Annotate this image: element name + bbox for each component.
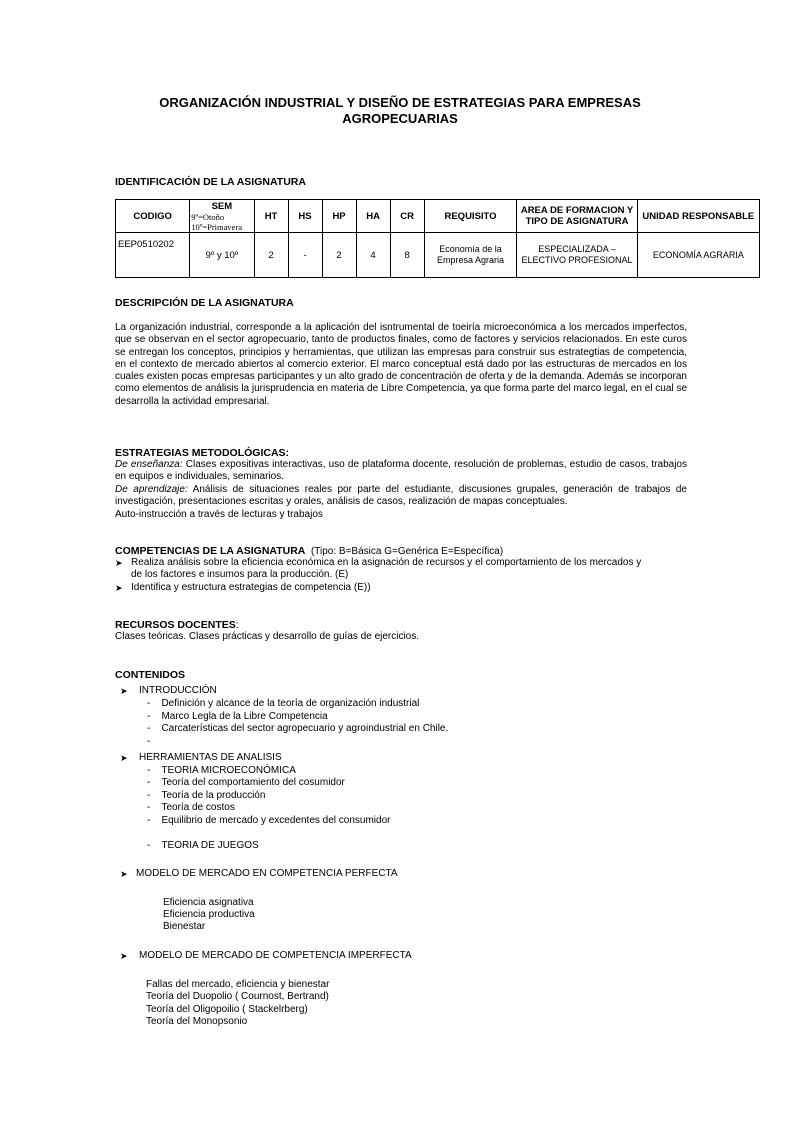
col-sem-primavera: 10º=Primavera (191, 221, 243, 232)
identificacion-table (115, 199, 760, 278)
arrow-bullet-icon: ➤ (120, 869, 128, 879)
cell-unidad: ECONOMÍA AGRARIA (637, 233, 759, 278)
table-row (116, 233, 760, 278)
list-item: Teoría del Duopolio ( Cournost, Bertrand) (146, 991, 329, 1002)
list-item: - TEORIA DE JUEGOS (147, 840, 259, 851)
list-item: Eficiencia productiva (163, 909, 255, 920)
descripcion-heading: DESCRIPCIÓN DE LA ASIGNATURA (115, 297, 294, 309)
col-hp: HP (322, 200, 356, 233)
contenido-perfecta: MODELO DE MERCADO EN COMPETENCIA PERFECTA (136, 868, 398, 879)
ensenanza-label: De enseñanza: (115, 459, 183, 470)
list-item: - Teoría de la producción (147, 790, 266, 801)
list-item: - Definición y alcance de la teoría de organización industrial (147, 698, 420, 709)
list-item-text: Marco Legla de la Libre Competencia (161, 711, 328, 722)
competencia-item-1: Realiza análisis sobre la eficiencia económica en la asignación de recursos y el comportamiento de los mercados y (131, 557, 642, 568)
contenido-introduccion: INTRODUCCIÓN (139, 685, 217, 696)
col-unidad: UNIDAD RESPONSABLE (637, 200, 759, 233)
list-item: - Teoría del comportamiento del cosumidor (147, 777, 345, 788)
recursos-text: Clases teóricas. Clases prácticas y desarrollo de guías de ejercicios. (115, 631, 420, 642)
cell-codigo: EEP0510202 (116, 233, 190, 278)
aprendizaje-text: Análisis de situaciones reales por parte del estudiante, discusiones grupales, generación de trabajos de investigación, presentaciones escritas y orales, análisis de casos, realización de mapas conceptuales. (115, 484, 687, 508)
list-item-text: Teoría de costos (161, 802, 235, 813)
list-item-empty: - (147, 736, 151, 747)
estrategias-heading-label: ESTRATEGIAS METODOLÓGICAS (115, 447, 286, 459)
arrow-bullet-icon: ➤ (120, 753, 128, 763)
list-item-text: Equilibrio de mercado y excedentes del consumidor (161, 815, 391, 826)
col-codigo: CODIGO (116, 200, 190, 233)
identificacion-heading: IDENTIFICACIÓN DE LA ASIGNATURA (115, 176, 306, 188)
contenidos-heading: CONTENIDOS (115, 669, 186, 681)
col-area: AREA DE FORMACION Y TIPO DE ASIGNATURA (517, 200, 637, 233)
list-item: - TEORIA MICROECONÓMICA (147, 765, 296, 776)
ensenanza-text: Clases expositivas interactivas, uso de plataforma docente, resolución de problemas, estudio de casos, trabajos en equipos e individuales, seminarios. (115, 459, 687, 483)
cell-requisito: Economía de la Empresa Agraria (424, 233, 517, 278)
col-hs: HS (288, 200, 322, 233)
list-item-text: Teoría de la producción (161, 790, 266, 801)
list-item: - Teoría de costos (147, 802, 235, 813)
estrategias-heading: ESTRATEGIAS METODOLÓGICAS: (115, 447, 290, 459)
arrow-bullet-icon: ➤ (115, 558, 123, 568)
estrategias-aprendizaje (115, 484, 687, 509)
title-line-1: ORGANIZACIÓN INDUSTRIAL Y DISEÑO DE ESTRATEGIAS PARA EMPRESAS (159, 95, 641, 110)
list-item-text: TEORIA DE JUEGOS (161, 840, 259, 851)
competencias-heading: COMPETENCIAS DE LA ASIGNATURA (115, 545, 306, 557)
list-item-text: TEORIA MICROECONÓMICA (161, 765, 296, 776)
cell-ha: 4 (356, 233, 390, 278)
list-item-text: Carcaterísticas del sector agropecuario y agroindustrial en Chile. (161, 723, 449, 734)
col-sem-label: SEM (211, 200, 233, 212)
title-line-2: AGROPECUARIAS (342, 111, 458, 126)
arrow-bullet-icon: ➤ (120, 951, 128, 961)
table-header-row (116, 200, 760, 233)
recursos-heading: RECURSOS DOCENTES (115, 619, 236, 631)
list-item: Eficiencia asignativa (163, 897, 254, 908)
aprendizaje-label: De aprendizaje: (115, 484, 188, 495)
cell-hp: 2 (322, 233, 356, 278)
arrow-bullet-icon: ➤ (120, 686, 128, 696)
list-item: Bienestar (163, 921, 206, 932)
list-item: - Marco Legla de la Libre Competencia (147, 711, 328, 722)
list-item: - Equilibrio de mercado y excedentes del consumidor (147, 815, 391, 826)
estrategias-ensenanza (115, 459, 687, 484)
contenido-herramientas: HERRAMIENTAS DE ANALISIS (139, 752, 282, 763)
competencias-tipo: (Tipo: B=Básica G=Genérica E=Específica) (310, 546, 504, 557)
list-item: Teoría del Monopsonio (146, 1016, 248, 1027)
contenido-imperfecta: MODELO DE MERCADO DE COMPETENCIA IMPERFECTA (139, 950, 412, 961)
col-ha: HA (356, 200, 390, 233)
competencia-item-2: Identifica y estructura estrategias de competencia (E)) (131, 582, 371, 593)
recursos-heading-line: RECURSOS DOCENTES: (115, 619, 239, 631)
list-item-text: Teoría del comportamiento del cosumidor (161, 777, 345, 788)
col-ht: HT (254, 200, 288, 233)
list-item: - Carcaterísticas del sector agropecuario y agroindustrial en Chile. (147, 723, 449, 734)
arrow-bullet-icon: ➤ (115, 583, 123, 593)
cell-area: ESPECIALIZADA – ELECTIVO PROFESIONAL (517, 233, 637, 278)
col-sem-otono: 9º=Otoño (191, 211, 225, 222)
descripcion-text: La organización industrial, corresponde a la aplicación del isntrumental de toeiría microeconómica a los mercados imperfectos, que se observan en el sector agropecuario, tanto de productos finales, como de factores y servicios relacionados. En este curos se entregan los conceptos, principios y herramientas, que utilizan las empresas para construir sus estrategtias de competencia, en el contexto de mercado abiertos al comercio exterior. El marco conceptual está dado por las estructuras de mercados en los cuales existen pocas empresas participantes y un alto grado de concentración de oferta y de la demanda. Además se incorporan como elementos de análisis la jurisprudencia en materia de Libre Competencia, ya que forma parte del marco legal, en el cual se desarrolla la actividad empresarial. (115, 322, 687, 407)
col-cr: CR (390, 200, 424, 233)
cell-hs: - (288, 233, 322, 278)
col-sem (190, 200, 254, 233)
cell-cr: 8 (390, 233, 424, 278)
col-requisito: REQUISITO (424, 200, 517, 233)
list-item: Fallas del mercado, eficiencia y bienestar (146, 979, 330, 990)
list-item: Teoría del Oligopoilio ( Stackelrberg) (146, 1004, 308, 1015)
document-title (100, 95, 700, 127)
estrategias-auto: Auto-instrucción a través de lecturas y trabajos (115, 509, 323, 520)
competencia-item-1b: de los factores e insumos para la producción. (E) (131, 569, 349, 580)
list-item-text: Definición y alcance de la teoría de organización industrial (161, 698, 420, 709)
cell-ht: 2 (254, 233, 288, 278)
cell-sem: 9º y 10º (190, 233, 254, 278)
